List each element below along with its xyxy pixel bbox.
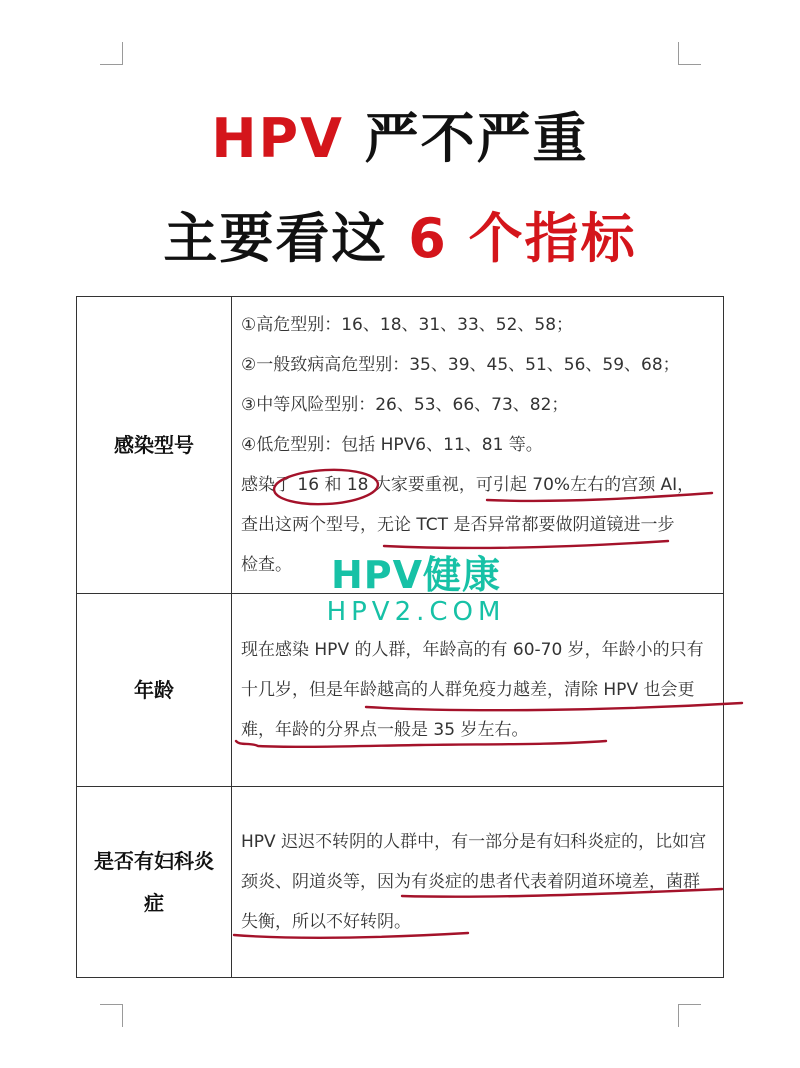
table-row xyxy=(77,787,724,978)
title-severity: 严不严重 xyxy=(343,107,589,170)
content-line: 感染了 16 和 18 大家要重视，可引起 70%左右的宫颈 AI， xyxy=(241,475,695,495)
crop-mark-bottom-right xyxy=(678,1004,701,1027)
content-paragraph: 现在感染 HPV 的人群，年龄高的有 60-70 岁，年龄小的只有十几岁，但是年龄越高的人群免疫力越差，清除 HPV 也会更难，年龄的分界点一般是 35 岁左右。 xyxy=(241,640,704,740)
watermark-main: HPV健康 xyxy=(330,553,502,597)
row-label-gyn-inflammation: 是否有妇科炎症 xyxy=(77,787,232,978)
indicator-table xyxy=(76,296,724,978)
crop-mark-top-right xyxy=(678,42,701,65)
title-six-indicators: 6 个指标 xyxy=(408,207,637,270)
crop-mark-top-left xyxy=(100,42,123,65)
row-content-infection-type xyxy=(232,297,724,594)
content-line: ①高危型别：16、18、31、33、52、58； xyxy=(241,315,574,335)
title-line-2 xyxy=(0,196,800,273)
title-hpv: HPV xyxy=(211,107,344,170)
content-line: 查出这两个型号，无论 TCT 是否异常都要做阴道镜进一步 xyxy=(241,515,675,535)
watermark-url: HPV2.COM xyxy=(326,597,506,627)
content-line: ③中等风险型别：26、53、66、73、82； xyxy=(241,395,569,415)
table-row xyxy=(77,297,724,594)
title-mainly-look: 主要看这 xyxy=(163,207,409,270)
title-line-1 xyxy=(0,96,800,173)
content-line: 检查。 xyxy=(241,555,292,575)
row-content-gyn-inflammation xyxy=(232,787,724,978)
content-line: ④低危型别：包括 HPV6、11、81 等。 xyxy=(241,435,543,455)
row-label-infection-type: 感染型号 xyxy=(77,297,232,594)
content-line: ②一般致病高危型别：35、39、45、51、56、59、68； xyxy=(241,355,680,375)
row-label-age: 年龄 xyxy=(77,594,232,787)
crop-mark-bottom-left xyxy=(100,1004,123,1027)
content-paragraph: HPV 迟迟不转阴的人群中，有一部分是有妇科炎症的，比如宫颈炎、阴道炎等，因为有炎症的患者代表着阴道环境差，菌群失衡，所以不好转阴。 xyxy=(241,832,707,932)
watermark xyxy=(316,552,516,626)
